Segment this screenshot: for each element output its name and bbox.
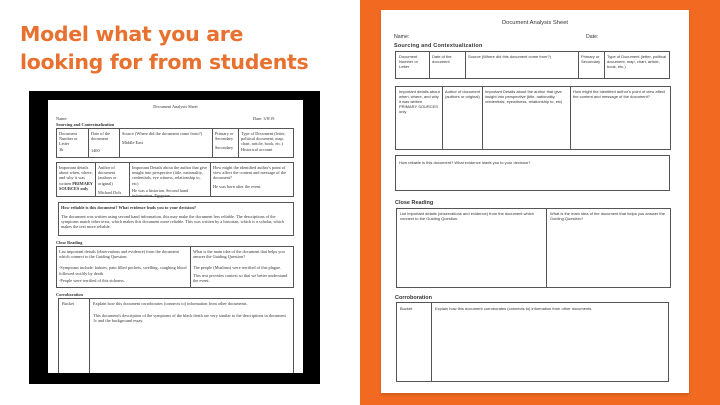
slide-title-line1: Model what you are: [20, 22, 244, 46]
author-details-value: He was a historian. Second hand information. Egyptian: [132, 187, 189, 199]
completed-document-analysis-sheet: [48, 100, 303, 373]
blank-close-reading-left-label: List important details (observations and evidence) from the document which connect to the Guiding Question.: [400, 211, 534, 221]
slide-title: [20, 20, 308, 76]
doc-date-value: 1400: [91, 148, 100, 154]
name-label: Name:: [56, 116, 68, 121]
close-reading-left-label: List important details (observations and evidence) from the document which connect to the Guiding Question.: [59, 249, 179, 260]
blank-doc-number-label: Document Number or Letter: [399, 54, 418, 69]
blank-section-close-reading: Close Reading: [395, 200, 434, 206]
reliability-box: [58, 202, 294, 236]
blank-author-label: Author of document (authors or original): [445, 89, 480, 99]
point-of-view-label: How might the identified author's point of view affect the content and message of the document?: [213, 165, 287, 181]
blank-sheet-heading: Document Analysis Sheet: [501, 20, 569, 26]
blank-close-reading-table[interactable]: [396, 208, 671, 288]
reliability-question: How reliable is this document? What evidence leads you to your decision?: [61, 205, 196, 210]
corroboration-value: This document's description of the symptoms of the black death are very similar to the descriptions in document 1c and the background essay.: [93, 313, 286, 324]
corroboration-table: [58, 298, 294, 373]
author-details-label: Important Details about the author that give insight into perspective (title, nationality, credentials, eye witness, relationship to, etc): [132, 165, 208, 186]
blank-section-corroboration: Corroboration: [395, 295, 432, 301]
close-reading-right-label: What is the main idea of the document that helps you answer the Guiding Question?: [193, 249, 285, 260]
sourcing-row2: [56, 162, 294, 197]
point-of-view-value: He was born after the event.: [213, 183, 262, 189]
doc-date-label: Date of the document: [91, 131, 111, 142]
blank-author-details-label: Important Details about the author that give insight into perspective (title, nationality, credentials, eyewitness, relationship to, etc): [485, 89, 563, 104]
completed-sheet-frame: [29, 91, 320, 384]
corroboration-bucket: Bucket: [62, 301, 75, 306]
blank-reliability-question: How reliable is this document? What evidence leads you to your decision?: [399, 160, 531, 165]
close-reading-table: [56, 246, 294, 288]
section-corroboration: Corroboration: [56, 292, 83, 297]
date-label: Date: 3/8/19: [253, 116, 275, 121]
blank-close-reading-right-label: What is the main idea of the document that helps you answer the Guiding Question?: [550, 211, 665, 221]
section-sourcing: Sourcing and Contextualization: [56, 122, 115, 127]
section-close-reading: Close Reading: [56, 240, 83, 245]
blank-corroboration-bucket: Bucket: [400, 306, 413, 311]
blank-section-sourcing: Sourcing and Contextualization: [394, 43, 483, 49]
blank-doc-date-label: Date of the document: [432, 54, 452, 64]
blank-sheet-panel: [360, 0, 720, 405]
primary-secondary-value: Secondary: [215, 145, 234, 151]
reliability-answer: The document was written using second hand information, this may make the document less reliable. The descriptions of the symptoms match other texts, which makes this document more reliable. This was written by a historian, which is a scholar, which makes the text more reliable.: [61, 214, 284, 230]
sourcing-row1: [56, 128, 294, 158]
source-label: Source (Where did the document come from?): [122, 131, 202, 136]
close-reading-left-value1: -Symptoms include: buboes, pain filled pockets, swelling, coughing blood followed swiftly by death: [59, 265, 187, 276]
blank-doc-type-label: Type of Document (letter, political document, map, chart, article, book, etc.): [607, 54, 667, 69]
doc-number-value: 3b: [59, 146, 64, 152]
blank-sourcing-row1: [395, 51, 670, 79]
doc-type-value: Historical account: [241, 146, 273, 152]
blank-point-of-view-label: How might the identified author's point of view affect the content and message of the document?: [573, 89, 666, 99]
doc-number-label: Document Number or Letter: [59, 131, 78, 147]
corroboration-label: Explain how this document corroborates (connects to) information from other documents.: [93, 301, 248, 306]
primary-secondary-label: Primary or Secondary: [215, 131, 234, 142]
blank-date-label: Date:: [586, 34, 599, 40]
blank-reliability-box[interactable]: [395, 155, 670, 191]
when-where-why-label: Important details about when, where, and why it was written: [59, 165, 93, 186]
blank-source-label: Source (Where did this document come from?): [468, 54, 551, 59]
source-value: Middle East: [122, 140, 143, 146]
doc-type-label: Type of Document (letter, political document, map, chart, article, book, etc.): [241, 131, 286, 147]
blank-corroboration-label: Explain how this document corroborates (connects to) information from other documents.: [435, 306, 593, 311]
close-reading-left-value2: -People were terrified of this sickness.: [59, 277, 125, 283]
primary-sources-only-label: PRIMARY SOURCES only: [59, 180, 93, 191]
blank-document-analysis-sheet: [381, 10, 689, 393]
close-reading-right-value2: This text provides context so that we better understand the event.: [193, 272, 288, 283]
author-value: Michael Dols: [98, 189, 122, 195]
blank-corroboration-table[interactable]: [396, 302, 669, 382]
author-label: Author of document (authors or original): [98, 165, 117, 186]
blank-name-label: Name:: [394, 34, 410, 40]
blank-sourcing-row2: [395, 86, 671, 150]
blank-when-where-why-label: Important details about when, where, and why it was written PRIMARY SOURCES only: [399, 89, 440, 114]
sheet-heading: Document Analysis Sheet: [153, 104, 198, 109]
slide-title-line2: looking for from students: [20, 50, 309, 74]
close-reading-right-value1: The people (Muslims) were terrified of this plague.: [193, 265, 282, 271]
blank-primary-secondary-label: Primary or Secondary: [581, 54, 601, 64]
